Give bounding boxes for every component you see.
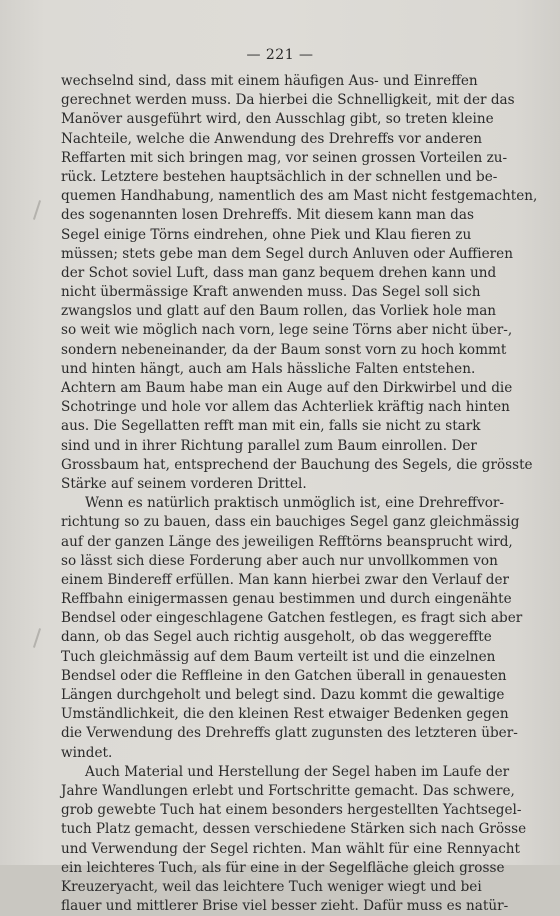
- text-line: Tuch gleichmässig auf dem Baum verteilt ist und die einzelnen: [61, 648, 496, 665]
- text-line: nicht übermässige Kraft anwenden muss. Das Segel soll sich: [61, 284, 481, 301]
- text-line: die Verwendung des Drehreffs glatt zugunsten des letzteren über-: [61, 725, 518, 742]
- text-line: Reffarten mit sich bringen mag, vor seinen grossen Vorteilen zu-: [61, 149, 508, 166]
- text-line: rück. Letztere bestehen hauptsächlich in der schnellen und be-: [61, 168, 498, 185]
- text-line: Segel einige Törns eindrehen, ohne Piek und Klau fieren zu: [61, 226, 472, 243]
- text-line: Kreuzeryacht, weil das leichtere Tuch weniger wiegt und bei: [61, 878, 482, 895]
- text-line: sondern nebeneinander, da der Baum sonst vorn zu hoch kommt: [61, 341, 507, 358]
- text-line: tuch Platz gemacht, dessen verschiedene Stärken sich nach Grösse: [61, 821, 527, 838]
- text-line: Grossbaum hat, entsprechend der Bauchung des Segels, die grösste: [61, 456, 533, 473]
- text-line: aus. Die Segellatten refft man mit ein, falls sie nicht zu stark: [61, 418, 481, 435]
- text-line: der Schot soviel Luft, dass man ganz bequem drehen kann und: [61, 264, 497, 281]
- margin-pencil-mark: [33, 200, 41, 220]
- text-line: Bendsel oder die Reffleine in den Gatchen überall in genauesten: [61, 667, 507, 684]
- text-line: Reffbahn einigermassen genau bestimmen und durch eingenähte: [61, 591, 512, 608]
- text-line: Manöver ausgeführt wird, den Ausschlag gibt, so treten kleine: [61, 111, 494, 128]
- text-line: grob gewebte Tuch hat einem besonders hergestellten Yachtsegel-: [61, 802, 522, 819]
- text-line: Wenn es natürlich praktisch unmöglich ist, eine Drehreffvor-: [85, 495, 505, 512]
- text-line: Nachteile, welche die Anwendung des Drehreffs vor anderen: [61, 130, 483, 147]
- text-line: wechselnd sind, dass mit einem häufigen Aus- und Einreffen: [61, 73, 478, 89]
- text-line: windet.: [61, 744, 113, 761]
- body-text: [61, 72, 538, 916]
- margin-pencil-mark: [33, 628, 41, 648]
- text-line: richtung so zu bauen, dass ein bauchiges Segel ganz gleichmässig: [61, 514, 520, 531]
- text-line: müssen; stets gebe man dem Segel durch Anluven oder Auffieren: [61, 245, 513, 262]
- page-number: — 221 —: [246, 47, 314, 63]
- text-line: Auch Material und Herstellung der Segel haben im Laufe der: [85, 763, 510, 780]
- text-line: Umständlichkeit, die den kleinen Rest etwaiger Bedenken gegen: [61, 706, 509, 723]
- text-line: einem Bindereff erfüllen. Man kann hierbei zwar den Verlauf der: [61, 571, 510, 588]
- text-line: Bendsel oder eingeschlagene Gatchen festlegen, es fragt sich aber: [61, 610, 523, 627]
- text-line: so weit wie möglich nach vorn, lege seine Törns aber nicht über-,: [61, 322, 513, 339]
- text-line: auf der ganzen Länge des jeweiligen Refftörns beansprucht wird,: [61, 533, 513, 550]
- text-line: so lässt sich diese Forderung aber auch nur unvollkommen von: [61, 552, 498, 569]
- text-line: sind und in ihrer Richtung parallel zum Baum einrollen. Der: [61, 437, 477, 454]
- text-line: ein leichteres Tuch, als für eine in der Segelfläche gleich grosse: [61, 859, 505, 876]
- text-line: gerechnet werden muss. Da hierbei die Schnelligkeit, mit der das: [61, 92, 515, 109]
- text-line: Längen durchgeholt und belegt sind. Dazu kommt die gewaltige: [61, 687, 505, 703]
- text-line: und hinten hängt, auch am Hals hässliche Falten entstehen.: [61, 360, 476, 377]
- text-line: Achtern am Baum habe man ein Auge auf den Dirkwirbel und die: [61, 380, 513, 396]
- text-line: flauer und mittlerer Brise viel besser zieht. Dafür muss es natür-: [61, 898, 509, 915]
- text-line: zwangslos und glatt auf den Baum rollen, das Vorliek hole man: [61, 303, 497, 320]
- text-line: Stärke auf seinem vorderen Drittel.: [61, 475, 307, 492]
- text-line: dann, ob das Segel auch richtig ausgeholt, ob das weggereffte: [61, 629, 492, 646]
- text-line: Schotringe und hole vor allem das Achterliek kräftig nach hinten: [61, 399, 510, 416]
- text-line: Jahre Wandlungen erlebt und Fortschritte gemacht. Das schwere,: [61, 782, 515, 799]
- text-line: und Verwendung der Segel richten. Man wählt für eine Rennyacht: [61, 840, 521, 857]
- text-line: quemen Handhabung, namentlich des am Mast nicht festgemachten,: [61, 188, 538, 205]
- text-line: des sogenannten losen Drehreffs. Mit diesem kann man das: [61, 207, 474, 224]
